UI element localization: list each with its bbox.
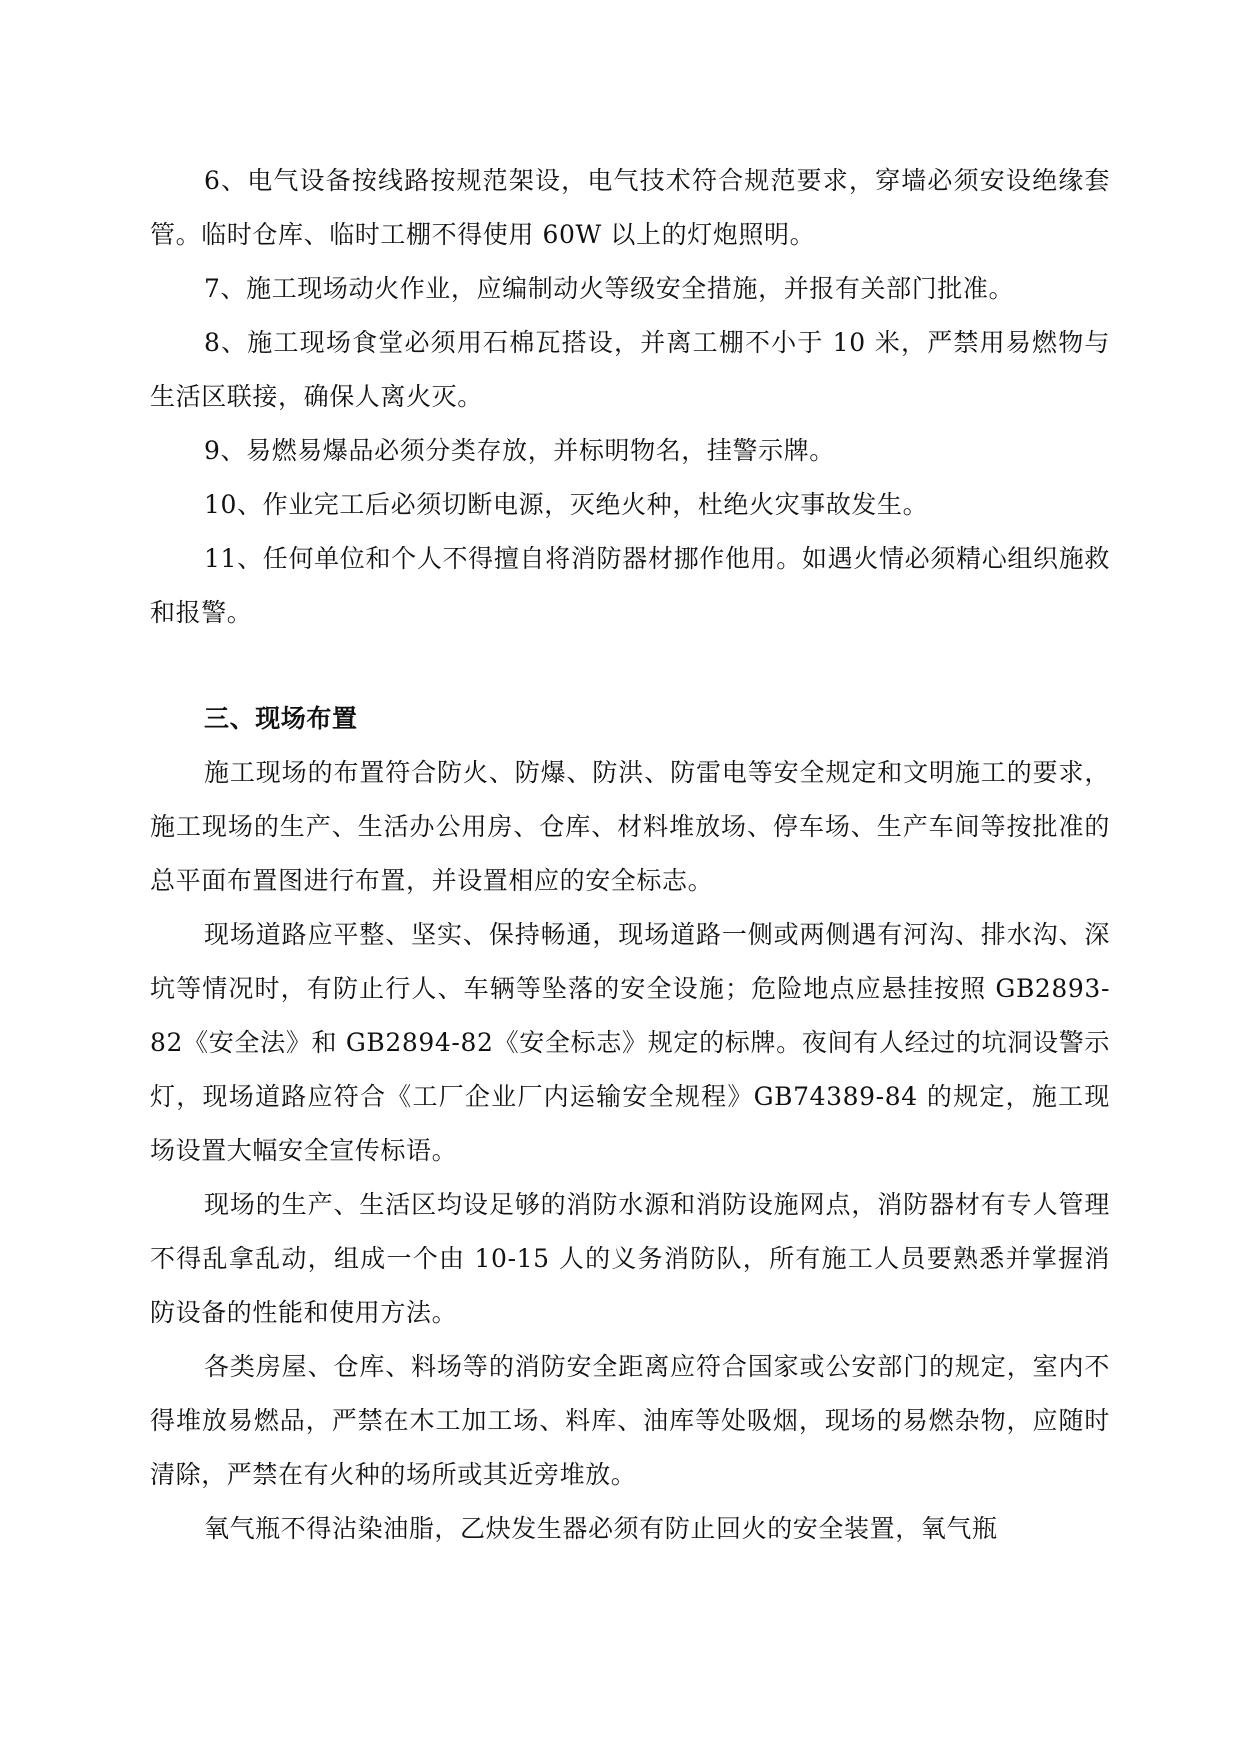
list-item: 10、作业完工后必须切断电源，灭绝火种，杜绝火灾事故发生。 [204, 490, 929, 519]
paragraph: 现场的生产、生活区均设足够的消防水源和消防设施网点，消防器材有专人管理不得乱拿乱动，组成一个由 10-15 人的义务消防队，所有施工人员要熟悉并掌握消防设备的性能和使用方法。 [150, 1190, 1110, 1327]
list-item: 11、任何单位和个人不得擅自将消防器材挪作他用。如遇火情必须精心组织施救和报警。 [150, 544, 1110, 627]
paragraph: 施工现场的布置符合防火、防爆、防洪、防雷电等安全规定和文明施工的要求，施工现场的生产、生活办公用房、仓库、材料堆放场、停车场、生产车间等按批准的总平面布置图进行布置，并设置相应的安全标志。 [150, 758, 1110, 895]
paragraph: 氧气瓶不得沾染油脂，乙炔发生器必须有防止回火的安全装置，氧气瓶 [204, 1514, 998, 1543]
section-heading: 三、现场布置 [204, 704, 358, 733]
paragraph: 现场道路应平整、坚实、保持畅通，现场道路一侧或两侧遇有河沟、排水沟、深坑等情况时，有防止行人、车辆等坠落的安全设施；危险地点应悬挂按照 GB2893-82《安全法》和 GB2894-82《安全标志》规定的标牌。夜间有人经过的坑洞设警示灯，现场道路应符合《工厂企业厂内运输安全规程》GB74389-84 的规定，施工现场设置大幅安全宣传标语。 [150, 920, 1110, 1165]
list-item: 7、施工现场动火作业，应编制动火等级安全措施，并报有关部门批准。 [204, 274, 1015, 303]
document-body [150, 154, 1110, 1556]
list-item: 9、易燃易爆品必须分类存放，并标明物名，挂警示牌。 [204, 436, 835, 465]
paragraph: 各类房屋、仓库、料场等的消防安全距离应符合国家或公安部门的规定，室内不得堆放易燃品，严禁在木工加工场、料库、油库等处吸烟，现场的易燃杂物，应随时清除，严禁在有火种的场所或其近旁堆放。 [150, 1352, 1110, 1489]
list-item: 6、电气设备按线路按规范架设，电气技术符合规范要求，穿墙必须安设绝缘套管。临时仓库、临时工棚不得使用 60W 以上的灯炮照明。 [150, 166, 1110, 249]
list-item: 8、施工现场食堂必须用石棉瓦搭设，并离工棚不小于 10 米，严禁用易燃物与生活区联接，确保人离火灭。 [150, 328, 1110, 411]
